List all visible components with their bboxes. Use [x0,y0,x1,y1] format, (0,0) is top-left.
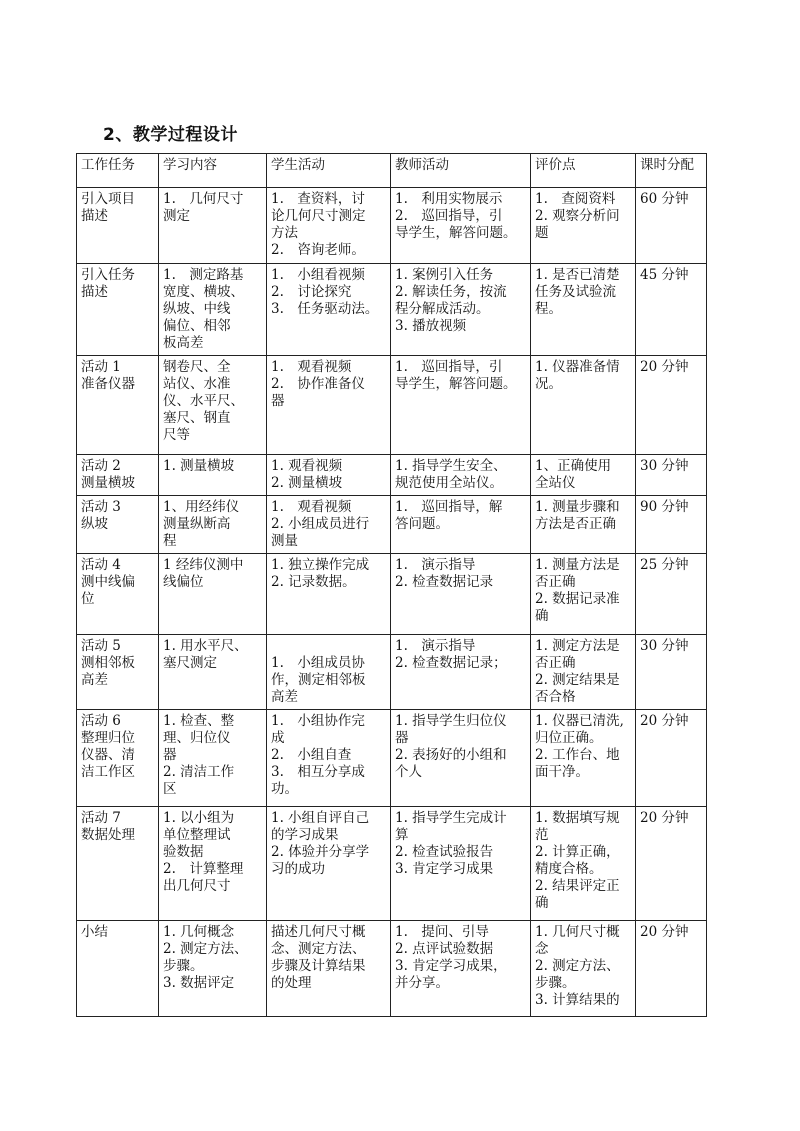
cell-time-allocation: 25 分钟 [636,554,707,635]
cell-work-task: 活动 2 测量横坡 [77,455,159,496]
table-row [77,264,707,356]
table-row [77,455,707,496]
cell-work-task: 引入任务 描述 [77,264,159,356]
table-row [77,710,707,807]
cell-work-task: 活动 7 数据处理 [77,807,159,921]
section-heading: 2、教学过程设计 [103,125,238,145]
cell-teacher-activity: 1. 演示指导 2. 检查数据记录； [391,635,531,710]
cell-student-activity: 1. 观看视频 2. 协作准备仪 器 [267,356,391,455]
cell-evaluation-point: 1. 测定方法是 否正确 2. 测定结果是 否合格 [531,635,636,710]
cell-student-activity: 描述几何尺寸概 念、测定方法、 步骤及计算结果 的处理 [267,921,391,1017]
cell-work-task: 活动 6 整理归位 仪器、清 洁工作区 [77,710,159,807]
cell-work-task: 引入项目 描述 [77,188,159,264]
cell-learning-content: 1. 几何尺寸 测定 [159,188,267,264]
table-row [77,921,707,1017]
header-student-activity: 学生活动 [267,154,391,188]
cell-work-task: 活动 1 准备仪器 [77,356,159,455]
cell-student-activity: 1. 小组协作完 成 2. 小组自查 3. 相互分享成 功。 [267,710,391,807]
table-row [77,635,707,710]
cell-time-allocation: 30 分钟 [636,635,707,710]
cell-time-allocation: 30 分钟 [636,455,707,496]
header-learning-content: 学习内容 [159,154,267,188]
cell-learning-content: 钢卷尺、全 站仪、水准 仪、水平尺、 塞尺、钢直 尺等 [159,356,267,455]
cell-learning-content: 1. 几何概念 2. 测定方法、 步骤。 3. 数据评定 [159,921,267,1017]
cell-teacher-activity: 1. 巡回指导，解 答问题。 [391,496,531,554]
cell-learning-content: 1. 测定路基 宽度、横坡、 纵坡、中线 偏位、相邻 板高差 [159,264,267,356]
cell-teacher-activity: 1. 指导学生完成计 算 2. 检查试验报告 3. 肯定学习成果 [391,807,531,921]
cell-student-activity: 1. 小组成员协 作，测定相邻板 高差 [267,635,391,710]
cell-teacher-activity: 1. 巡回指导，引 导学生，解答问题。 [391,356,531,455]
cell-evaluation-point: 1. 测量步骤和 方法是否正确 [531,496,636,554]
cell-work-task: 活动 5 测相邻板 高差 [77,635,159,710]
cell-learning-content: 1 经纬仪测中 线偏位 [159,554,267,635]
cell-teacher-activity: 1. 提问、引导 2. 点评试验数据 3. 肯定学习成果， 并分享。 [391,921,531,1017]
teaching-process-table [76,153,707,1017]
cell-work-task: 小结 [77,921,159,1017]
cell-work-task: 活动 4 测中线偏 位 [77,554,159,635]
cell-student-activity: 1. 观看视频 2. 小组成员进行 测量 [267,496,391,554]
cell-student-activity: 1. 独立操作完成 2. 记录数据。 [267,554,391,635]
cell-evaluation-point: 1. 仪器已清洗, 归位正确。 2. 工作台、地 面干净。 [531,710,636,807]
header-evaluation-point: 评价点 [531,154,636,188]
cell-evaluation-point: 1. 数据填写规 范 2. 计算正确， 精度合格。 2. 结果评定正 确 [531,807,636,921]
cell-teacher-activity: 1. 指导学生归位仪 器 2. 表扬好的小组和 个人 [391,710,531,807]
cell-student-activity: 1. 查资料，讨 论几何尺寸测定 方法 2. 咨询老师。 [267,188,391,264]
cell-learning-content: 1. 测量横坡 [159,455,267,496]
cell-learning-content: 1. 检查、整 理、归位仪 器 2. 清洁工作 区 [159,710,267,807]
table-row [77,554,707,635]
cell-learning-content: 1. 用水平尺、 塞尺测定 [159,635,267,710]
cell-time-allocation: 20 分钟 [636,921,707,1017]
cell-student-activity: 1. 小组看视频 2. 讨论探究 3. 任务驱动法。 [267,264,391,356]
cell-evaluation-point: 1、正确使用 全站仪 [531,455,636,496]
cell-time-allocation: 60 分钟 [636,188,707,264]
cell-time-allocation: 20 分钟 [636,710,707,807]
cell-time-allocation: 20 分钟 [636,356,707,455]
table-row [77,807,707,921]
cell-time-allocation: 45 分钟 [636,264,707,356]
cell-learning-content: 1、用经纬仪 测量纵断高 程 [159,496,267,554]
cell-student-activity: 1. 观看视频 2. 测量横坡 [267,455,391,496]
table-row [77,356,707,455]
cell-teacher-activity: 1. 案例引入任务 2. 解读任务，按流 程分解成活动。 3. 播放视频 [391,264,531,356]
cell-teacher-activity: 1. 指导学生安全、 规范使用全站仪。 [391,455,531,496]
header-time-allocation: 课时分配 [636,154,707,188]
cell-time-allocation: 90 分钟 [636,496,707,554]
cell-teacher-activity: 1. 利用实物展示 2. 巡回指导，引 导学生，解答问题。 [391,188,531,264]
cell-evaluation-point: 1. 几何尺寸概 念 2. 测定方法、 步骤。 3. 计算结果的 [531,921,636,1017]
table-row [77,496,707,554]
cell-work-task: 活动 3 纵坡 [77,496,159,554]
cell-evaluation-point: 1. 测量方法是 否正确 2. 数据记录准 确 [531,554,636,635]
cell-learning-content: 1. 以小组为 单位整理试 验数据 2. 计算整理 出几何尺寸 [159,807,267,921]
cell-evaluation-point: 1. 查阅资料 2. 观察分析问 题 [531,188,636,264]
cell-teacher-activity: 1. 演示指导 2. 检查数据记录 [391,554,531,635]
cell-evaluation-point: 1. 仪器准备情 况。 [531,356,636,455]
header-teacher-activity: 教师活动 [391,154,531,188]
cell-student-activity: 1. 小组自评自己 的学习成果 2. 体验并分享学 习的成功 [267,807,391,921]
header-work-task: 工作任务 [77,154,159,188]
cell-evaluation-point: 1. 是否已清楚 任务及试验流 程。 [531,264,636,356]
cell-time-allocation: 20 分钟 [636,807,707,921]
table-row [77,188,707,264]
table-header-row [77,154,707,188]
